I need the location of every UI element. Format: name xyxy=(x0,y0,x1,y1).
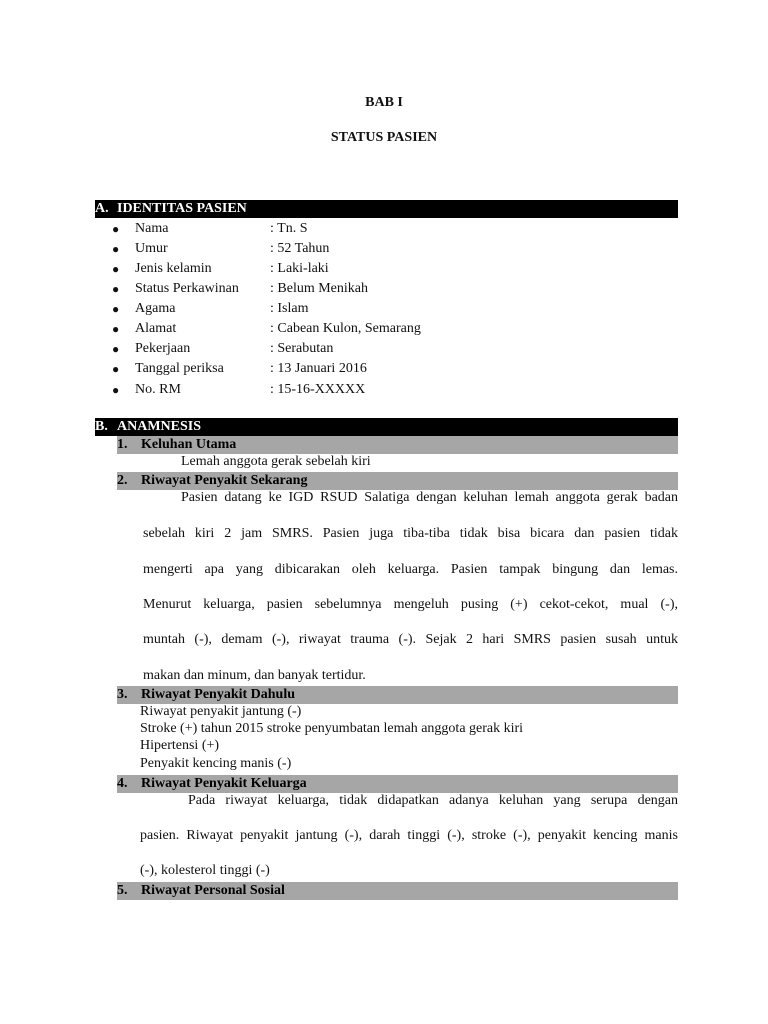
identity-value: : Serabutan xyxy=(270,341,334,356)
page-title: STATUS PASIEN xyxy=(330,130,438,145)
paragraph-line: Pada riwayat keluarga, tidak didapatkan adanya keluhan yang serupa dengan xyxy=(188,793,678,808)
paragraph-line: mengerti apa yang dibicarakan oleh keluarga. Pasien tampak bingung dan lemas. xyxy=(143,562,678,577)
section-title: IDENTITAS PASIEN xyxy=(117,201,247,216)
subsection-title: Riwayat Penyakit Dahulu xyxy=(141,687,296,702)
identity-row xyxy=(0,339,768,359)
paragraph-line: makan dan minum, dan banyak tertidur. xyxy=(143,668,366,683)
section-title: ANAMNESIS xyxy=(117,419,202,434)
subsection-header xyxy=(117,775,678,793)
identity-label: Nama xyxy=(135,221,169,236)
paragraph-line: Lemah anggota gerak sebelah kiri xyxy=(181,454,371,469)
identity-row xyxy=(0,279,768,299)
subsection-title: Riwayat Personal Sosial xyxy=(141,883,285,898)
bullet-icon: ● xyxy=(112,342,120,356)
identity-value: : 52 Tahun xyxy=(270,241,330,256)
subsection-number: 1. xyxy=(117,437,128,452)
bullet-icon: ● xyxy=(112,383,120,397)
bullet-icon: ● xyxy=(112,302,120,316)
bullet-icon: ● xyxy=(112,282,120,296)
paragraph-line: Riwayat penyakit jantung (-) xyxy=(140,704,302,719)
section-letter: A. xyxy=(95,201,109,216)
subsection-title: Keluhan Utama xyxy=(141,437,237,452)
subsection-title: Riwayat Penyakit Keluarga xyxy=(141,776,307,791)
subsection-number: 5. xyxy=(117,883,128,898)
section-letter: B. xyxy=(95,419,108,434)
paragraph-line: muntah (-), demam (-), riwayat trauma (-). Sejak 2 hari SMRS pasien susah untuk xyxy=(143,632,678,647)
identity-label: No. RM xyxy=(135,382,181,397)
identity-label: Agama xyxy=(135,301,176,316)
identity-row xyxy=(0,319,768,339)
subsection-number: 4. xyxy=(117,776,128,791)
identity-value: : Tn. S xyxy=(270,221,308,236)
subsection-number: 3. xyxy=(117,687,128,702)
subsection-header xyxy=(117,686,678,704)
identity-value: : Laki-laki xyxy=(270,261,329,276)
bullet-icon: ● xyxy=(112,362,120,376)
paragraph-line: pasien. Riwayat penyakit jantung (-), darah tinggi (-), stroke (-), penyakit kencing manis xyxy=(140,828,678,843)
identity-value: : 15-16-XXXXX xyxy=(270,382,366,397)
identity-label: Alamat xyxy=(135,321,177,336)
identity-value: : Islam xyxy=(270,301,309,316)
identity-label: Pekerjaan xyxy=(135,341,191,356)
section-a-header xyxy=(95,200,678,218)
paragraph-line: sebelah kiri 2 jam SMRS. Pasien juga tiba-tiba tidak bisa bicara dan pasien tidak xyxy=(143,526,678,541)
identity-row xyxy=(0,259,768,279)
subsection-number: 2. xyxy=(117,473,128,488)
identity-label: Tanggal periksa xyxy=(135,361,224,376)
subsection-header xyxy=(117,436,678,454)
paragraph-line: (-), kolesterol tinggi (-) xyxy=(140,863,270,878)
identity-row xyxy=(0,239,768,259)
identity-row xyxy=(0,359,768,379)
identity-row xyxy=(0,380,768,400)
identity-label: Status Perkawinan xyxy=(135,281,239,296)
paragraph-line: Menurut keluarga, pasien sebelumnya mengeluh pusing (+) cekot-cekot, mual (-), xyxy=(143,597,678,612)
paragraph-line: Hipertensi (+) xyxy=(140,738,220,753)
identity-row xyxy=(0,299,768,319)
paragraph-line: Stroke (+) tahun 2015 stroke penyumbatan lemah anggota gerak kiri xyxy=(140,721,524,736)
chapter-heading: BAB I xyxy=(365,95,403,110)
identity-value: : Cabean Kulon, Semarang xyxy=(270,321,421,336)
bullet-icon: ● xyxy=(112,262,120,276)
identity-row xyxy=(0,219,768,239)
identity-value: : 13 Januari 2016 xyxy=(270,361,367,376)
bullet-icon: ● xyxy=(112,242,120,256)
bullet-icon: ● xyxy=(112,322,120,336)
paragraph-line: Penyakit kencing manis (-) xyxy=(140,756,292,771)
paragraph-line: Pasien datang ke IGD RSUD Salatiga dengan keluhan lemah anggota gerak badan xyxy=(181,490,678,505)
identity-label: Jenis kelamin xyxy=(135,261,212,276)
subsection-title: Riwayat Penyakit Sekarang xyxy=(141,473,308,488)
section-b-header xyxy=(95,418,678,436)
identity-value: : Belum Menikah xyxy=(270,281,368,296)
subsection-header xyxy=(117,882,678,900)
bullet-icon: ● xyxy=(112,222,120,236)
subsection-header xyxy=(117,472,678,490)
identity-label: Umur xyxy=(135,241,168,256)
